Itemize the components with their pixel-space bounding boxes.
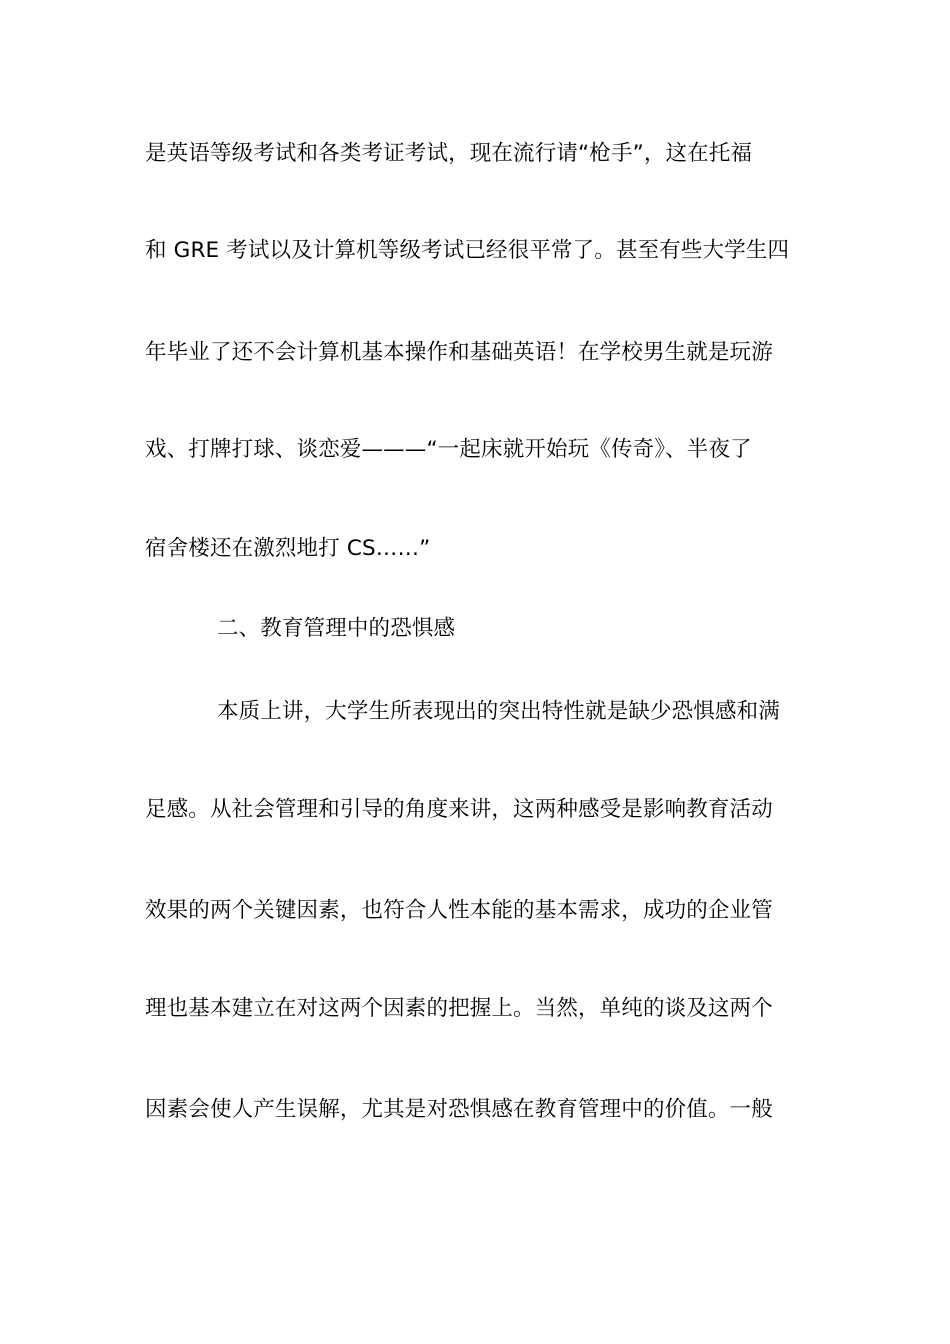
paragraph-line: 戏、打牌打球、谈恋爱———“一起床就开始玩《传奇》、半夜了 [145,437,752,462]
paragraph-line: 足感。从社会管理和引导的角度来讲，这两种感受是影响教育活动 [145,797,773,822]
section-heading: 二、教育管理中的恐惧感 [217,616,456,641]
paragraph-line: 本质上讲，大学生所表现出的突出特性就是缺少恐惧感和满 [217,699,780,724]
paragraph-line: 宿舍楼还在激烈地打 CS……” [145,536,431,561]
paragraph-line: 年毕业了还不会计算机基本操作和基础英语！在学校男生就是玩游 [145,340,773,365]
paragraph-line: 和 GRE 考试以及计算机等级考试已经很平常了。甚至有些大学生四 [145,238,790,263]
paragraph-line: 效果的两个关键因素，也符合人性本能的基本需求，成功的企业管 [145,898,773,923]
paragraph-line: 因素会使人产生误解，尤其是对恐惧感在教育管理中的价值。一般 [145,1097,773,1122]
paragraph-line: 理也基本建立在对这两个因素的把握上。当然，单纯的谈及这两个 [145,996,773,1021]
paragraph-line: 是英语等级考试和各类考证考试，现在流行请“枪手”，这在托福 [145,141,753,166]
